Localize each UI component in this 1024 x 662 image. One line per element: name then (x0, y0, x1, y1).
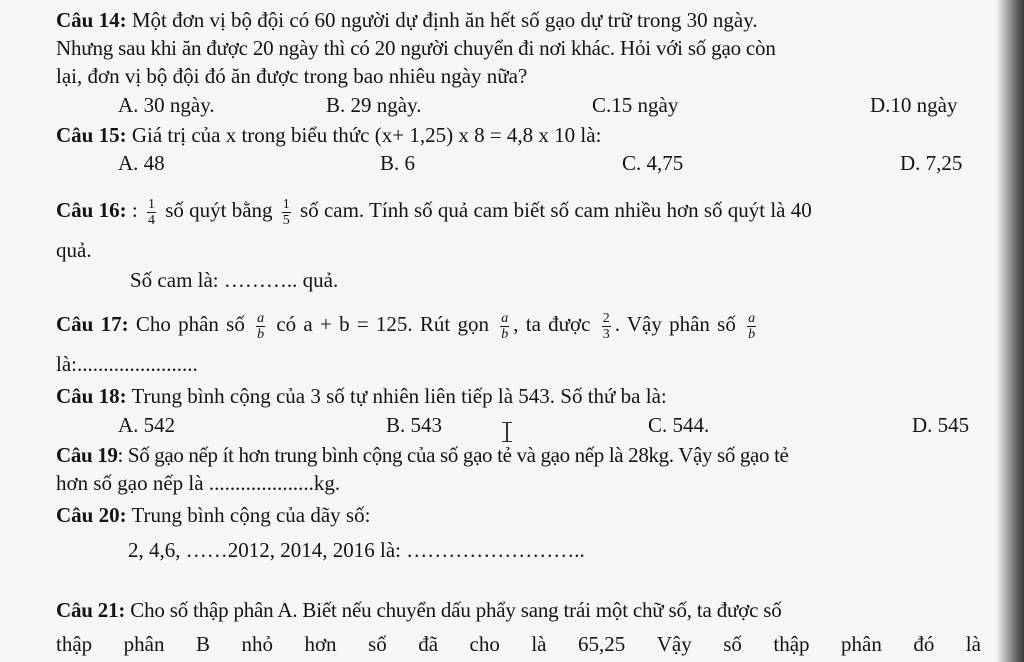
q14-option-a: A. 30 ngày. (118, 93, 215, 117)
q14-text: Một đơn vị bộ đội có 60 người dự định ăn hết số gạo dự trữ trong 30 ngày. (126, 8, 758, 32)
q21-word: hơn (304, 632, 337, 656)
q15-option-c: C. 4,75 (622, 151, 684, 175)
q16-line2: quả. (56, 238, 92, 262)
q17-fraction-2-3: $\frac{2}{3}$ (602, 310, 610, 342)
photo-edge-shadow (996, 0, 1024, 662)
q19-text: : Số gạo nếp ít hơn trung bình cộng của số gạo tẻ và gạo nếp là 28kg. Vậy số gạo tẻ (117, 443, 789, 467)
q17-label: Câu 17: (56, 312, 129, 336)
q14-option-d: D.10 ngày (870, 93, 958, 117)
q14-label: Câu 14: (56, 8, 127, 32)
q21-word: số (368, 632, 387, 656)
q21-word: là (531, 632, 547, 656)
q18-option-a: A. 542 (118, 413, 176, 437)
q15-line (56, 123, 601, 147)
q18-label: Câu 18: (56, 384, 127, 408)
q17-fraction-ab-2: $\frac{a}{b}$ (501, 310, 509, 342)
q17-fraction-ab-3: $\frac{a}{b}$ (748, 310, 756, 342)
q21-word: số (723, 632, 742, 656)
q14-option-c: C.15 ngày (592, 93, 679, 117)
q21-word: nhỏ (241, 632, 273, 656)
q21-word: Vậy (656, 632, 692, 656)
q18-option-d: D. 545 (912, 413, 970, 437)
q20-line2: 2, 4,6, ……2012, 2014, 2016 là: …………………….. (128, 538, 585, 562)
q21-word: đã (418, 632, 439, 656)
q16-label: Câu 16: (56, 198, 127, 222)
q21-label: Câu 21: (56, 598, 126, 622)
q16-fraction-1: $\frac{1}{4}$ (147, 196, 155, 228)
q15-option-b: B. 6 (380, 151, 416, 175)
q16-answer: Số cam là: ……….. quả. (130, 268, 339, 292)
q21-word: thập (56, 632, 93, 656)
q21-word: cho (469, 632, 500, 656)
q14-option-b: B. 29 ngày. (326, 93, 422, 117)
q21-text: Cho số thập phân A. Biết nếu chuyển dấu phẩy sang trái một chữ số, ta được số (130, 598, 782, 622)
q20-label: Câu 20: (56, 503, 127, 527)
q14-line1 (56, 8, 758, 32)
q21-word: 65,25 (577, 632, 626, 656)
q15-option-a: A. 48 (118, 151, 165, 175)
q17-line2: là:....................... (56, 352, 198, 376)
q14-line3: lại, đơn vị bộ đội đó ăn được trong bao nhiêu ngày nữa? (56, 64, 528, 88)
q21-line1 (56, 598, 782, 622)
text-cursor-icon (500, 420, 514, 444)
q21-word: đó (913, 632, 935, 656)
q19-label: Câu 19 (56, 443, 118, 467)
q20-line1 (56, 503, 370, 527)
q19-line2: hơn số gạo nếp là ....................kg. (56, 471, 341, 495)
q15-option-d: D. 7,25 (900, 151, 963, 175)
q20-text: Trung bình cộng của dãy số: (126, 503, 371, 527)
q21-word: là (965, 632, 981, 656)
q17-fraction-ab-1: $\frac{a}{b}$ (257, 310, 265, 342)
q21-word: thập (773, 632, 810, 656)
q17-line1: Câu 17: Cho phân số $\frac{a}{b}$ có a + b = 125. Rút gọn $\frac{a}{b}$ , ta được $\frac{2}{3}$ . Vậy phân số $\frac{a}{b}$ (56, 310, 756, 342)
q18-option-c: C. 544. (648, 413, 710, 437)
q16-fraction-2: $\frac{1}{5}$ (282, 196, 290, 228)
q21-word: phân (123, 632, 165, 656)
q16-line1: Câu 16: : $\frac{1}{4}$ số quýt bằng $\frac{1}{5}$ số cam. Tính số quả cam biết số cam nhiều hơn số quýt là 40 (56, 196, 812, 228)
q18-text: Trung bình cộng của 3 số tự nhiên liên tiếp là 543. Số thứ ba là: (126, 384, 667, 408)
q21-line2 (56, 632, 981, 656)
q19-line1 (56, 443, 789, 467)
q21-word: B (195, 632, 210, 656)
q15-label: Câu 15: (56, 123, 127, 147)
q18-option-b: B. 543 (386, 413, 443, 437)
q21-word: phân (841, 632, 882, 656)
q14-line2: Nhưng sau khi ăn được 20 ngày thì có 20 người chuyển đi nơi khác. Hỏi với số gạo còn (56, 36, 776, 60)
q18-line (56, 384, 667, 408)
q15-text: Giá trị của x trong biểu thức (x+ 1,25) x 8 = 4,8 x 10 là: (126, 123, 602, 147)
